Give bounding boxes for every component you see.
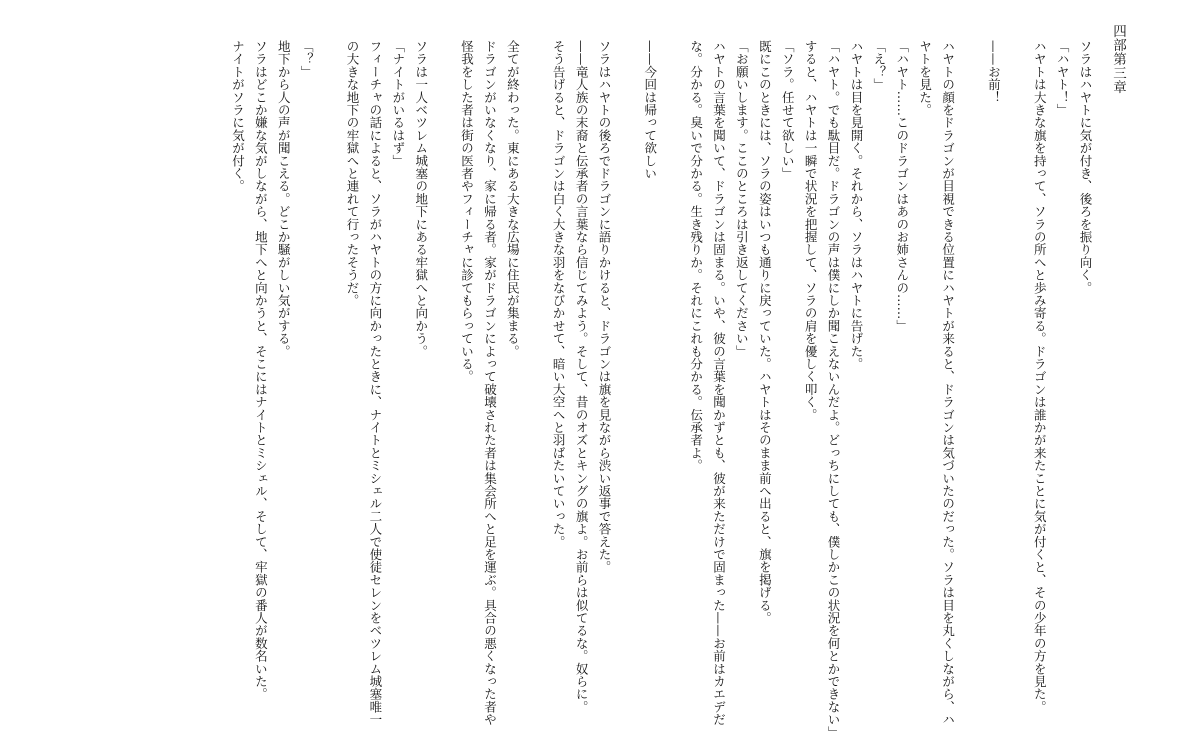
text-line: ハヤトの言葉を聞いて、ドラゴンは固まる。いや、彼の言葉を聞かずとも、彼が来ただけで固まった——お前はカエデだ bbox=[711, 40, 727, 726]
blank-line bbox=[523, 40, 546, 690]
text-line: 「ハヤト！」 bbox=[1055, 40, 1071, 117]
text-line: 「？」 bbox=[299, 40, 315, 79]
text-line: 「ハヤト。でも駄目だ。ドラゴンの声は僕にしか聞こえないんだよ。どっちにしても、僕しかこの状況を何とかできない」 bbox=[826, 40, 842, 739]
text-line: 全てが終わった。東にある大きな広場に住民が集まる。 bbox=[505, 40, 521, 358]
text-line: ソラは一人ベツレム城塞の地下にある牢獄へと向かう。 bbox=[413, 40, 429, 358]
text-line: ドラゴンがいなくなり、家に帰る者。家がドラゴンによって破壊された者は集会所へと足を運ぶ。具合の悪くなった者や bbox=[482, 40, 498, 726]
text-line: ——竜人族の末裔と伝承者の言葉なら信じてみよう。そして、昔のオズとキングの旗よ。お前らは似てるな。奴らに。 bbox=[574, 40, 590, 714]
blank-line bbox=[317, 40, 340, 690]
text-line: 地下から人の声が聞こえる。どこか騒がしい気がする。 bbox=[276, 40, 292, 358]
text-line: 「ハヤト……このドラゴンはあのお姉さんの……」 bbox=[894, 40, 910, 333]
text-line: の大きな地下の牢獄へと連れて行ったそうだ。 bbox=[345, 40, 360, 307]
text-line: すると、ハヤトは一瞬で状況を把握して、ソラの肩を優しく叩く。 bbox=[803, 40, 819, 421]
text-line: 「え？」 bbox=[871, 40, 887, 91]
blank-line bbox=[661, 40, 684, 690]
blank-line bbox=[615, 40, 638, 690]
text-line: ソラはハヤトに気が付き、後ろを振り向く。 bbox=[1078, 40, 1093, 294]
text-line: ——お前！ bbox=[986, 40, 1002, 104]
text-line: 「ソラ。任せて欲しい」 bbox=[780, 40, 796, 180]
chapter-heading: 四部第三章 bbox=[1110, 24, 1126, 94]
blank-line bbox=[432, 40, 455, 690]
text-line: 「ナイトがいるはず」 bbox=[390, 40, 406, 167]
text-line: ハヤトの顔をドラゴンが目視できる位置にハヤトが来ると、ドラゴンは気づいたのだった。ソラは目を丸くしながら、ハ bbox=[940, 40, 956, 726]
blank-line bbox=[959, 40, 982, 690]
text-line: ——今回は帰って欲しい bbox=[642, 40, 658, 180]
text-line: ハヤトは大きな旗を持って、ソラの所へと歩み寄る。ドラゴンは誰かが来たことに気が付くと、その少年の方を見た。 bbox=[1032, 40, 1048, 714]
text-line: 既にこのときには、ソラの姿はいつも通りに戻っていた。ハヤトはそのまま前へ出ると、旗を掲げる。 bbox=[757, 40, 773, 625]
text-line: 「お願いします。ここのところは引き返してください」 bbox=[734, 40, 750, 358]
text-line: な。分かる。臭いで分かる。生き残りか。それにこれも分かる。伝承者よ。 bbox=[688, 40, 704, 472]
novel-body-text bbox=[226, 40, 1096, 739]
text-line: ハヤトは目を見開く。それから、ソラはハヤトに告げた。 bbox=[848, 40, 864, 371]
text-line: ナイトがソラに気が付く。 bbox=[230, 40, 246, 193]
text-line: フィーチャの話によると、ソラがハヤトの方に向かったときに、ナイトとミシェル二人で使徒セレンをベツレム城塞唯一 bbox=[367, 40, 383, 726]
text-line: ソラはハヤトの後ろでドラゴンに語りかけると、ドラゴンは旗を見ながら渋い返事で答えた。 bbox=[596, 40, 612, 574]
blank-line bbox=[1004, 40, 1027, 690]
text-line: 怪我をした者は街の医者やフィーチャに診てもらっている。 bbox=[459, 40, 475, 383]
text-line: ソラはどこか嫌な気がしながら、地下へと向かうと、そこにはナイトとミシェル、そして、牢獄の番人が数名いた。 bbox=[253, 40, 269, 701]
text-line: ヤトを見た。 bbox=[917, 40, 933, 117]
text-line: そう告げると、ドラゴンは白く大きな羽をなびかせて、暗い大空へと羽ばたいていった。 bbox=[551, 40, 567, 548]
